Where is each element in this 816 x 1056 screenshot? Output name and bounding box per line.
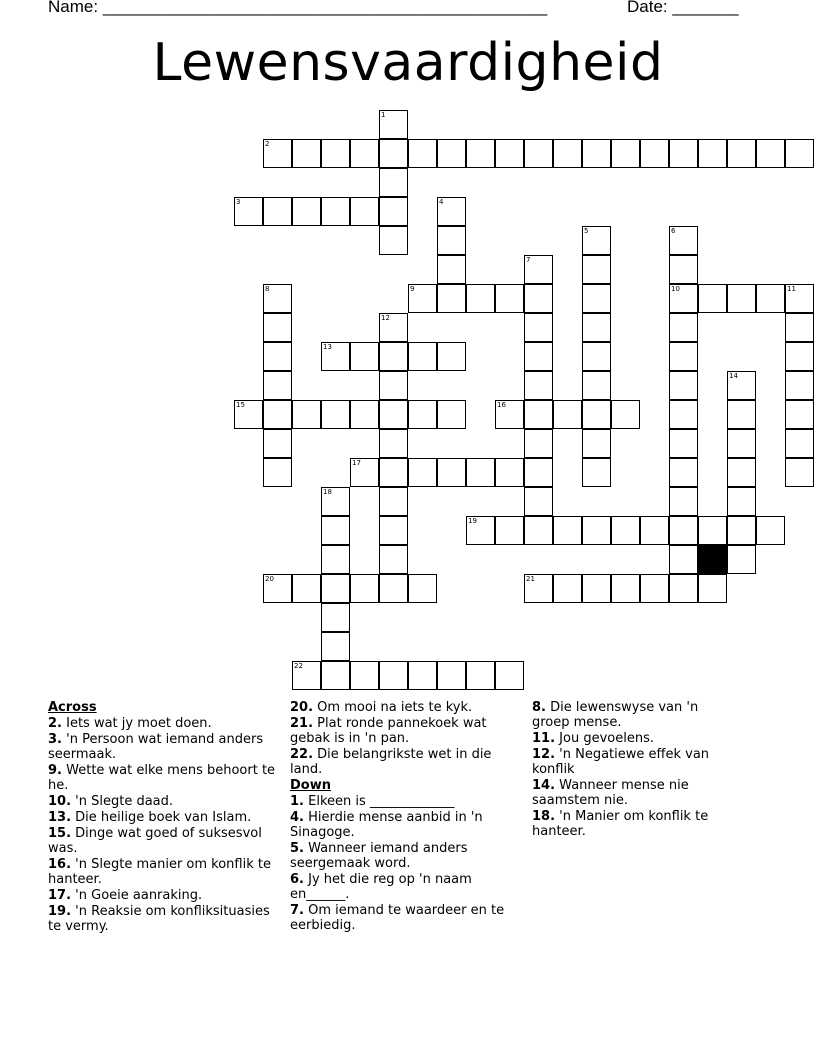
grid-cell[interactable]	[611, 400, 640, 429]
clue-text: Wette wat elke mens behoort te he.	[48, 763, 276, 793]
page-title: Lewensvaardigheid	[152, 33, 664, 93]
grid-cell[interactable]	[321, 487, 350, 516]
grid-cell[interactable]	[727, 284, 756, 313]
grid-cell[interactable]	[669, 139, 698, 168]
grid-cell[interactable]	[437, 255, 466, 284]
clue-item	[532, 747, 737, 777]
grid-cell[interactable]	[669, 313, 698, 342]
grid-cell[interactable]	[669, 400, 698, 429]
grid-cell[interactable]	[408, 342, 437, 371]
grid-cell[interactable]	[437, 458, 466, 487]
clue-number: 10	[671, 285, 680, 293]
clues-column-2	[290, 700, 522, 934]
grid-cell[interactable]	[698, 574, 727, 603]
grid-cell[interactable]	[785, 342, 814, 371]
grid-cell[interactable]	[756, 516, 785, 545]
grid-cell[interactable]	[379, 661, 408, 690]
clue-number: 20	[265, 575, 274, 583]
grid-cell[interactable]	[292, 139, 321, 168]
date-line: _______	[672, 0, 739, 16]
grid-cell[interactable]	[234, 197, 263, 226]
grid-cell[interactable]	[582, 458, 611, 487]
grid-cell[interactable]	[785, 429, 814, 458]
clue-number: 16	[497, 401, 506, 409]
clue-text: Plat ronde pannekoek wat gebak is in 'n pan.	[290, 716, 487, 746]
clue-number: 18	[323, 488, 332, 496]
clue-item	[290, 810, 522, 840]
grid-cell[interactable]	[727, 545, 756, 574]
grid-cell[interactable]	[495, 284, 524, 313]
grid-cell[interactable]	[669, 226, 698, 255]
clue-number-label: 7.	[290, 903, 304, 918]
grid-cell[interactable]	[263, 429, 292, 458]
grid-cell[interactable]	[379, 371, 408, 400]
grid-cell[interactable]	[292, 197, 321, 226]
grid-cell[interactable]	[321, 197, 350, 226]
grid-cell[interactable]	[321, 516, 350, 545]
grid-cell[interactable]	[611, 516, 640, 545]
grid-cell[interactable]	[350, 139, 379, 168]
grid-cell[interactable]	[727, 429, 756, 458]
grid-cell[interactable]	[495, 458, 524, 487]
clue-number-label: 2.	[48, 716, 62, 731]
grid-cell[interactable]	[495, 661, 524, 690]
clue-item	[290, 841, 522, 871]
clue-number-label: 4.	[290, 810, 304, 825]
grid-cell[interactable]	[379, 110, 408, 139]
clue-number-label: 6.	[290, 872, 304, 887]
grid-cell[interactable]	[321, 603, 350, 632]
grid-cell[interactable]	[727, 516, 756, 545]
clue-text: Wanneer iemand anders seergemaak word.	[290, 841, 468, 871]
clue-item	[290, 872, 522, 902]
clue-text: Die heilige boek van Islam.	[75, 810, 252, 825]
grid-cell[interactable]	[727, 371, 756, 400]
grid-cell[interactable]	[292, 661, 321, 690]
clue-number: 22	[294, 662, 303, 670]
grid-cell[interactable]	[669, 284, 698, 313]
clue-number-label: 18.	[532, 809, 556, 824]
clue-number: 2	[265, 140, 270, 148]
grid-cell[interactable]	[582, 255, 611, 284]
grid-cell[interactable]	[582, 313, 611, 342]
black-cell	[698, 545, 727, 574]
grid-cell[interactable]	[263, 400, 292, 429]
grid-cell[interactable]	[640, 516, 669, 545]
clue-number: 3	[236, 198, 241, 206]
grid-cell[interactable]	[669, 545, 698, 574]
grid-cell[interactable]	[785, 371, 814, 400]
grid-cell[interactable]	[437, 284, 466, 313]
grid-cell[interactable]	[582, 429, 611, 458]
clue-number: 15	[236, 401, 245, 409]
grid-cell[interactable]	[321, 574, 350, 603]
grid-cell[interactable]	[437, 342, 466, 371]
grid-cell[interactable]	[727, 400, 756, 429]
grid-cell[interactable]	[582, 139, 611, 168]
clue-number-label: 5.	[290, 841, 304, 856]
grid-cell[interactable]	[263, 313, 292, 342]
grid-cell[interactable]	[553, 139, 582, 168]
grid-cell[interactable]	[408, 458, 437, 487]
grid-cell[interactable]	[292, 574, 321, 603]
clue-number-label: 8.	[532, 700, 546, 715]
grid-cell[interactable]	[785, 458, 814, 487]
grid-cell[interactable]	[350, 342, 379, 371]
clue-text: Om mooi na iets te kyk.	[317, 700, 473, 715]
grid-cell[interactable]	[379, 487, 408, 516]
clue-text: Hierdie mense aanbid in 'n Sinagoge.	[290, 810, 483, 840]
grid-cell[interactable]	[408, 661, 437, 690]
grid-cell[interactable]	[756, 139, 785, 168]
grid-cell[interactable]	[553, 400, 582, 429]
date-label: Date:	[627, 0, 668, 16]
clue-item	[48, 794, 280, 809]
down-heading: Down	[290, 778, 331, 793]
clue-text: 'n Manier om konflik te hanteer.	[532, 809, 709, 839]
grid-cell[interactable]	[466, 661, 495, 690]
grid-cell[interactable]	[379, 458, 408, 487]
clue-text: Die lewenswyse van 'n groep mense.	[532, 700, 699, 730]
clue-number: 14	[729, 372, 738, 380]
grid-cell[interactable]	[524, 574, 553, 603]
grid-cell[interactable]	[698, 139, 727, 168]
grid-cell[interactable]	[379, 197, 408, 226]
grid-cell[interactable]	[524, 400, 553, 429]
grid-cell[interactable]	[350, 458, 379, 487]
clue-number-label: 11.	[532, 731, 556, 746]
clue-item	[48, 763, 280, 793]
clue-text: 'n Reaksie om konfliksituasies te vermy.	[48, 904, 270, 934]
grid-cell[interactable]	[437, 197, 466, 226]
grid-cell[interactable]	[379, 168, 408, 197]
clue-item	[48, 857, 280, 887]
clue-number-label: 20.	[290, 700, 314, 715]
grid-cell[interactable]	[524, 429, 553, 458]
name-label: Name:	[48, 0, 99, 16]
clue-item	[48, 904, 280, 934]
grid-cell[interactable]	[640, 139, 669, 168]
clue-text: 'n Slegte manier om konflik te hanteer.	[48, 857, 271, 887]
clue-item	[290, 794, 522, 809]
clue-text: 'n Persoon wat iemand anders seermaak.	[48, 732, 264, 762]
grid-cell[interactable]	[524, 255, 553, 284]
grid-cell[interactable]	[582, 516, 611, 545]
clue-number: 8	[265, 285, 270, 293]
clue-number: 12	[381, 314, 390, 322]
clues-column-3	[532, 700, 737, 840]
clue-number: 1	[381, 111, 386, 119]
clue-number-label: 17.	[48, 888, 72, 903]
grid-cell[interactable]	[785, 313, 814, 342]
grid-cell[interactable]	[321, 342, 350, 371]
grid-cell[interactable]	[669, 371, 698, 400]
grid-cell[interactable]	[524, 371, 553, 400]
grid-cell[interactable]	[698, 516, 727, 545]
grid-cell[interactable]	[408, 284, 437, 313]
clue-number-label: 12.	[532, 747, 556, 762]
grid-cell[interactable]	[582, 400, 611, 429]
grid-cell[interactable]	[669, 342, 698, 371]
clues-column-1	[48, 700, 280, 935]
grid-cell[interactable]	[640, 574, 669, 603]
grid-cell[interactable]	[437, 400, 466, 429]
grid-cell[interactable]	[379, 545, 408, 574]
grid-cell[interactable]	[466, 516, 495, 545]
clue-text: Die belangrikste wet in die land.	[290, 747, 492, 777]
clue-number: 21	[526, 575, 535, 583]
grid-cell[interactable]	[669, 487, 698, 516]
clue-text: 'n Negatiewe effek van konflik	[532, 747, 710, 777]
grid-cell[interactable]	[466, 458, 495, 487]
grid-cell[interactable]	[437, 661, 466, 690]
clue-item	[290, 716, 522, 746]
grid-cell[interactable]	[263, 371, 292, 400]
grid-cell[interactable]	[582, 342, 611, 371]
grid-cell[interactable]	[611, 574, 640, 603]
clue-number-label: 22.	[290, 747, 314, 762]
grid-cell[interactable]	[321, 545, 350, 574]
clue-text: 'n Slegte daad.	[75, 794, 174, 809]
grid-cell[interactable]	[727, 487, 756, 516]
grid-cell[interactable]	[582, 574, 611, 603]
grid-cell[interactable]	[669, 574, 698, 603]
clue-number-label: 10.	[48, 794, 72, 809]
grid-cell[interactable]	[495, 400, 524, 429]
clue-text: Jy het die reg op 'n naam en______.	[290, 872, 472, 902]
grid-cell[interactable]	[785, 284, 814, 313]
grid-cell[interactable]	[263, 139, 292, 168]
grid-cell[interactable]	[524, 342, 553, 371]
clue-item	[48, 810, 280, 825]
grid-cell[interactable]	[727, 139, 756, 168]
clue-item	[290, 700, 522, 715]
clue-item	[532, 731, 737, 746]
clue-number: 6	[671, 227, 676, 235]
clue-number: 4	[439, 198, 444, 206]
clue-item	[48, 732, 280, 762]
clue-item	[48, 826, 280, 856]
name-line: _______________________________________________	[102, 0, 548, 16]
clue-number: 11	[787, 285, 796, 293]
grid-cell[interactable]	[582, 226, 611, 255]
clue-number-label: 15.	[48, 826, 72, 841]
grid-cell[interactable]	[524, 487, 553, 516]
grid-cell[interactable]	[379, 574, 408, 603]
grid-cell[interactable]	[408, 139, 437, 168]
across-heading: Across	[48, 700, 97, 715]
clue-number-label: 13.	[48, 810, 72, 825]
grid-cell[interactable]	[524, 284, 553, 313]
grid-cell[interactable]	[669, 458, 698, 487]
grid-cell[interactable]	[350, 197, 379, 226]
grid-cell[interactable]	[379, 139, 408, 168]
clue-text: Wanneer mense nie saamstem nie.	[532, 778, 689, 808]
grid-cell[interactable]	[582, 284, 611, 313]
grid-cell[interactable]	[321, 400, 350, 429]
clue-text: Iets wat jy moet doen.	[66, 716, 212, 731]
clue-number-label: 14.	[532, 778, 556, 793]
grid-cell[interactable]	[408, 574, 437, 603]
clue-item	[48, 888, 280, 903]
grid-cell[interactable]	[495, 139, 524, 168]
grid-cell[interactable]	[756, 284, 785, 313]
clue-number-label: 9.	[48, 763, 62, 778]
clue-text: Om iemand te waardeer en te eerbiedig.	[290, 903, 505, 933]
clue-number: 9	[410, 285, 415, 293]
grid-cell[interactable]	[553, 574, 582, 603]
clue-item	[290, 903, 522, 933]
grid-cell[interactable]	[321, 661, 350, 690]
grid-cell[interactable]	[669, 429, 698, 458]
grid-cell[interactable]	[350, 574, 379, 603]
grid-cell[interactable]	[437, 139, 466, 168]
grid-cell[interactable]	[292, 400, 321, 429]
clue-item	[48, 716, 280, 731]
grid-cell[interactable]	[466, 284, 495, 313]
grid-cell[interactable]	[524, 458, 553, 487]
clue-number-label: 1.	[290, 794, 304, 809]
grid-cell[interactable]	[524, 516, 553, 545]
grid-cell[interactable]	[379, 313, 408, 342]
grid-cell[interactable]	[350, 661, 379, 690]
grid-cell[interactable]	[263, 197, 292, 226]
grid-cell[interactable]	[379, 342, 408, 371]
grid-cell[interactable]	[582, 371, 611, 400]
grid-cell[interactable]	[437, 226, 466, 255]
clue-text: Dinge wat goed of suksesvol was.	[48, 826, 262, 856]
grid-cell[interactable]	[524, 139, 553, 168]
grid-cell[interactable]	[408, 400, 437, 429]
clue-item	[532, 809, 737, 839]
grid-cell[interactable]	[263, 574, 292, 603]
grid-cell[interactable]	[785, 139, 814, 168]
clue-item	[532, 778, 737, 808]
clue-item	[532, 700, 737, 730]
grid-cell[interactable]	[350, 400, 379, 429]
grid-cell[interactable]	[321, 632, 350, 661]
clue-number: 7	[526, 256, 531, 264]
grid-cell[interactable]	[698, 284, 727, 313]
clue-text: Jou gevoelens.	[559, 731, 654, 746]
grid-cell[interactable]	[263, 458, 292, 487]
clue-number: 5	[584, 227, 589, 235]
grid-cell[interactable]	[234, 400, 263, 429]
clue-text: Elkeen is _____________	[308, 794, 455, 809]
clue-number: 17	[352, 459, 361, 467]
grid-cell[interactable]	[669, 516, 698, 545]
grid-cell[interactable]	[379, 516, 408, 545]
grid-cell[interactable]	[727, 458, 756, 487]
clue-number-label: 3.	[48, 732, 62, 747]
clue-number: 19	[468, 517, 477, 525]
grid-cell[interactable]	[466, 139, 495, 168]
clue-number-label: 19.	[48, 904, 72, 919]
clue-number: 13	[323, 343, 332, 351]
clue-text: 'n Goeie aanraking.	[75, 888, 203, 903]
grid-cell[interactable]	[611, 139, 640, 168]
grid-cell[interactable]	[553, 516, 582, 545]
grid-cell[interactable]	[524, 313, 553, 342]
clue-item	[290, 747, 522, 777]
grid-cell[interactable]	[495, 516, 524, 545]
grid-cell[interactable]	[379, 226, 408, 255]
grid-cell[interactable]	[785, 400, 814, 429]
grid-cell[interactable]	[379, 429, 408, 458]
grid-cell[interactable]	[321, 139, 350, 168]
grid-cell[interactable]	[263, 284, 292, 313]
grid-cell[interactable]	[669, 255, 698, 284]
grid-cell[interactable]	[379, 400, 408, 429]
clue-number-label: 21.	[290, 716, 314, 731]
clue-number-label: 16.	[48, 857, 72, 872]
grid-cell[interactable]	[263, 342, 292, 371]
